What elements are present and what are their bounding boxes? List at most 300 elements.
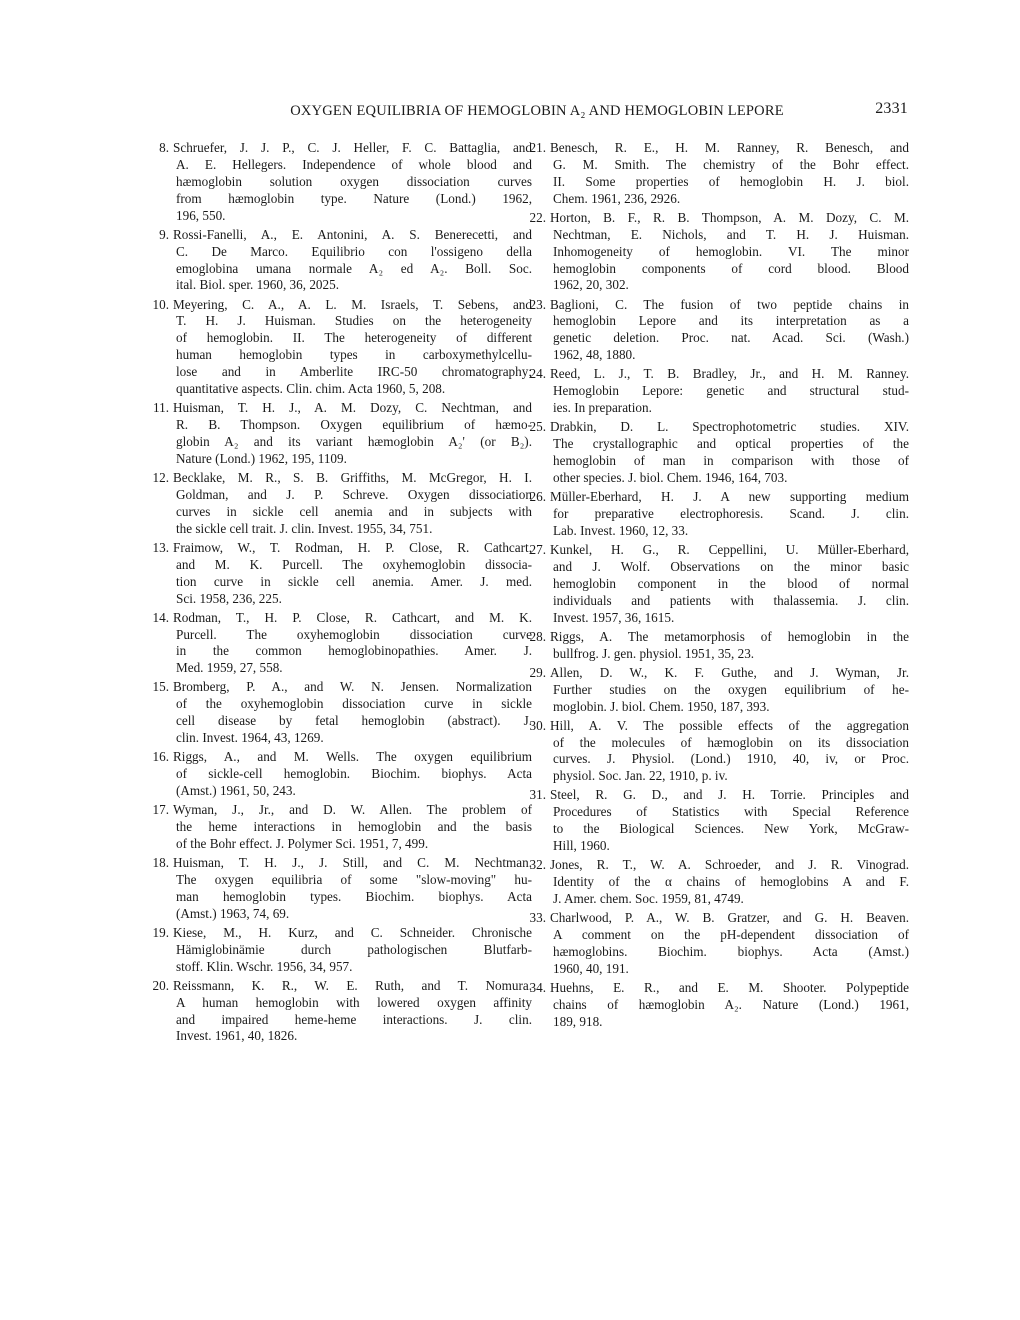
reference-line: [547, 227, 909, 244]
reference-line: [547, 191, 909, 208]
reference-line: [170, 381, 532, 398]
reference-indent: [136, 521, 176, 538]
reference-number: 29.: [529, 664, 546, 680]
reference-line: [529, 489, 909, 506]
reference-indent: [136, 836, 176, 853]
reference-text: R. B. Thompson. Oxygen equilibrium of hæmo-: [176, 417, 532, 433]
reference-line: [170, 1028, 532, 1045]
reference-indent: [136, 643, 176, 660]
reference-entry: [529, 209, 909, 295]
reference-number: 18.: [152, 855, 169, 871]
reference-text: Riggs, A., and M. Wells. The oxygen equilibrium: [173, 749, 532, 765]
reference-text: Allen, D. W., K. F. Guthe, and J. Wyman, Jr.: [550, 664, 909, 680]
reference-entry: [529, 296, 909, 365]
reference-line: [170, 174, 532, 191]
reference-text: The crystallographic and optical properties of the: [553, 436, 909, 452]
reference-line: [529, 419, 909, 436]
reference-line: [547, 157, 909, 174]
reference-line: [152, 296, 532, 314]
reference-text: 1960, 40, 191.: [553, 960, 629, 976]
reference-indent: [513, 735, 553, 752]
reference-line: [170, 574, 532, 591]
reference-entry: [529, 857, 909, 908]
reference-indent: [513, 330, 553, 347]
reference-line: [529, 717, 909, 735]
reference-indent: [136, 995, 176, 1012]
reference-line: [170, 313, 532, 330]
reference-number: 19.: [152, 924, 169, 940]
reference-text: hemoglobin Lepore and its interpretation as a: [553, 313, 909, 329]
reference-line: [547, 174, 909, 191]
reference-text: 1962, 20, 302.: [553, 277, 629, 293]
reference-line: [547, 821, 909, 838]
reference-number: 14.: [152, 609, 169, 625]
reference-text: of the Bohr effect. J. Polymer Sci. 1951, 7, 499.: [176, 835, 429, 851]
reference-indent: [513, 838, 553, 855]
reference-indent: [136, 364, 176, 381]
reference-line: [547, 610, 909, 627]
reference-indent: [513, 961, 553, 978]
reference-text: moglobin. J. biol. Chem. 1950, 187, 393.: [553, 698, 770, 714]
reference-text: Schruefer, J. J. P., C. J. Heller, F. C. Battaglia, and: [173, 140, 532, 155]
reference-text: Wyman, J., Jr., and D. W. Allen. The problem of: [173, 802, 532, 818]
reference-line: [170, 872, 532, 889]
reference-indent: [513, 400, 553, 417]
reference-line: [529, 910, 909, 927]
reference-text: Further studies on the oxygen equilibrium of he-: [553, 681, 909, 697]
reference-indent: [513, 646, 553, 663]
reference-line: [547, 436, 909, 453]
reference-line: [529, 628, 909, 646]
reference-indent: [136, 277, 176, 294]
reference-text: Charlwood, P. A., W. B. Gratzer, and G. H. Beaven.: [550, 910, 909, 926]
reference-indent: [136, 451, 176, 468]
reference-line: [170, 660, 532, 677]
reference-line: [152, 609, 532, 627]
reference-entry: [152, 802, 532, 853]
reference-number: 26.: [529, 489, 546, 505]
reference-entry: [152, 296, 532, 398]
reference-number: 34.: [529, 979, 546, 995]
reference-indent: [513, 682, 553, 699]
reference-text: T. H. J. Huisman. Studies on the heterogeneity: [176, 313, 532, 329]
reference-text: Reissmann, K. R., W. E. Ruth, and T. Nomura.: [173, 977, 532, 993]
reference-indent: [136, 942, 176, 959]
reference-line: [152, 977, 532, 995]
reference-text: hæmoglobins. Biochim. biophys. Acta (Amst.): [553, 943, 909, 959]
reference-entry: [529, 366, 909, 417]
reference-line: [547, 768, 909, 785]
reference-entry: [152, 749, 532, 800]
reference-line: [547, 400, 909, 417]
reference-line: [547, 523, 909, 540]
reference-line: [547, 593, 909, 610]
reference-text: Huehns, E. R., and E. M. Shooter. Polypeptide: [550, 979, 909, 995]
reference-indent: [136, 381, 176, 398]
reference-number: 9.: [159, 226, 169, 242]
reference-line: [529, 664, 909, 682]
reference-text: of the oxyhemoglobin dissociation curve in sickle: [176, 696, 532, 712]
reference-line: [547, 244, 909, 261]
reference-entry: [529, 717, 909, 786]
reference-indent: [513, 227, 553, 244]
reference-entry: [529, 541, 909, 627]
reference-indent: [513, 174, 553, 191]
reference-line: [170, 1012, 532, 1029]
reference-text: Benesch, R. E., H. M. Ranney, R. Benesch, and: [550, 140, 909, 155]
running-title: OXYGEN EQUILIBRIA OF HEMOGLOBIN A₂ AND HEMOGLOBIN LEPORE: [290, 103, 784, 119]
reference-line: [547, 277, 909, 294]
reference-text: A comment on the pH-dependent dissociation of: [553, 927, 909, 943]
reference-line: [547, 576, 909, 593]
reference-indent: [136, 330, 176, 347]
reference-line: [547, 997, 909, 1014]
reference-entry: [529, 979, 909, 1031]
reference-line: [547, 804, 909, 821]
reference-line: [170, 417, 532, 434]
reference-line: [170, 713, 532, 730]
reference-entry: [529, 489, 909, 540]
reference-text: emoglobina umana normale A₂ ed A₂. Boll. Soc.: [176, 260, 532, 276]
reference-indent: [136, 261, 176, 278]
reference-text: II. Some properties of hemoglobin H. J. biol.: [553, 173, 909, 189]
reference-text: (Amst.) 1961, 50, 243.: [176, 783, 296, 799]
reference-text: of sickle-cell hemoglobin. Biochim. biophys. Acta: [176, 766, 532, 782]
reference-entry: [152, 609, 532, 678]
reference-text: lose and in Amberlite IRC-50 chromatography;: [176, 364, 532, 380]
reference-number: 27.: [529, 541, 546, 557]
reference-indent: [136, 574, 176, 591]
reference-entry: [159, 140, 532, 225]
references-right-column: [529, 140, 909, 1033]
reference-text: Hill, A. V. The possible effects of the aggregation: [550, 717, 909, 733]
reference-text: Rossi-Fanelli, A., E. Antonini, A. S. Benerecetti, and: [173, 226, 532, 242]
reference-text: Kiese, M., H. Kurz, and C. Schneider. Chronische: [173, 924, 532, 940]
page-number: 2331: [875, 100, 908, 117]
reference-text: chains of hæmoglobin A₂. Nature (Lond.) 1961,: [553, 996, 909, 1012]
reference-text: from hæmoglobin type. Nature (Lond.) 1962,: [176, 190, 532, 206]
reference-indent: [136, 504, 176, 521]
reference-line: [170, 261, 532, 278]
reference-number: 23.: [529, 296, 546, 312]
reference-indent: [513, 610, 553, 627]
reference-text: hemoglobin components of cord blood. Blood: [553, 260, 909, 276]
reference-entry: [152, 977, 532, 1046]
reference-entry: [152, 679, 532, 747]
reference-indent: [513, 874, 553, 891]
reference-entry: [529, 664, 909, 716]
reference-line: [159, 140, 532, 157]
reference-indent: [136, 660, 176, 677]
reference-text: Riggs, A. The metamorphosis of hemoglobin in the: [550, 628, 909, 644]
reference-line: [170, 591, 532, 608]
reference-line: [159, 226, 532, 244]
reference-indent: [136, 313, 176, 330]
reference-text: 1962, 48, 1880.: [553, 347, 636, 363]
reference-indent: [513, 383, 553, 400]
reference-number: 8.: [159, 140, 169, 155]
reference-line: [152, 469, 532, 487]
reference-indent: [513, 593, 553, 610]
reference-indent: [136, 417, 176, 434]
reference-text: hæmoglobin solution oxygen dissociation curves: [176, 173, 532, 189]
reference-indent: [513, 768, 553, 785]
reference-number: 28.: [529, 628, 546, 644]
reference-indent: [136, 1012, 176, 1029]
reference-text: Meyering, C. A., A. L. M. Israels, T. Sebens, and: [173, 296, 532, 312]
reference-indent: [136, 347, 176, 364]
reference-text: quantitative aspects. Clin. chim. Acta 1960, 5, 208.: [176, 381, 446, 397]
reference-line: [547, 261, 909, 278]
reference-line: [547, 682, 909, 699]
reference-line: [170, 959, 532, 976]
reference-text: Jones, R. T., W. A. Schroeder, and J. R. Vinograd.: [550, 857, 909, 873]
reference-number: 24.: [529, 366, 546, 382]
reference-text: in the common hemoglobinopathies. Amer. J.: [176, 643, 532, 659]
reference-line: [170, 643, 532, 660]
reference-line: [547, 891, 909, 908]
reference-number: 22.: [529, 209, 546, 225]
reference-indent: [513, 699, 553, 716]
reference-line: [170, 364, 532, 381]
reference-indent: [136, 730, 176, 747]
reference-indent: [513, 1014, 553, 1031]
reference-line: [170, 330, 532, 347]
reference-line: [547, 313, 909, 330]
reference-text: Lab. Invest. 1960, 12, 33.: [553, 522, 689, 538]
reference-text: bullfrog. J. gen. physiol. 1951, 35, 23.: [553, 645, 755, 661]
reference-indent: [513, 576, 553, 593]
reference-line: [547, 751, 909, 768]
reference-text: Med. 1959, 27, 558.: [176, 660, 283, 676]
reference-line: [170, 277, 532, 294]
reference-line: [170, 347, 532, 364]
reference-text: hemoglobin of man in comparison with those of: [553, 453, 909, 469]
reference-indent: [136, 627, 176, 644]
reference-line: [547, 506, 909, 523]
reference-number: 13.: [152, 539, 169, 555]
reference-text: Invest. 1957, 36, 1615.: [553, 609, 675, 625]
reference-indent: [136, 872, 176, 889]
reference-indent: [136, 487, 176, 504]
reference-text: 189, 918.: [553, 1013, 603, 1029]
reference-number: 31.: [529, 787, 546, 803]
reference-text: hemoglobin component in the blood of normal: [553, 575, 909, 591]
reference-line: [152, 749, 532, 766]
reference-text: tion curve in sickle cell anemia. Amer. J. med.: [176, 573, 532, 589]
reference-text: Baglioni, C. The fusion of two peptide chains in: [550, 296, 909, 312]
reference-text: Müller-Eberhard, H. J. A new supporting medium: [550, 489, 909, 505]
reference-number: 30.: [529, 717, 546, 733]
reference-text: (Amst.) 1963, 74, 69.: [176, 905, 290, 921]
reference-text: Procedures of Statistics with Special Reference: [553, 804, 909, 820]
reference-line: [529, 979, 909, 997]
reference-indent: [513, 470, 553, 487]
reference-line: [547, 470, 909, 487]
reference-line: [529, 857, 909, 874]
reference-text: man hemoglobin types. Biochim. biophys. Acta: [176, 888, 532, 904]
reference-line: [170, 521, 532, 538]
reference-line: [547, 453, 909, 470]
reference-line: [547, 559, 909, 576]
reference-line: [170, 627, 532, 644]
reference-indent: [136, 174, 176, 191]
reference-indent: [136, 208, 176, 225]
reference-text: Bromberg, P. A., and W. N. Jensen. Normalization: [173, 679, 532, 695]
reference-indent: [136, 191, 176, 208]
reference-indent: [513, 523, 553, 540]
reference-line: [529, 296, 909, 314]
reference-text: to the Biological Sciences. New York, McGraw-: [553, 821, 909, 837]
reference-text: Goldman, and J. P. Schreve. Oxygen dissociation: [176, 486, 532, 502]
reference-line: [547, 735, 909, 752]
reference-text: Kunkel, H. G., R. Ceppellini, U. Müller-Eberhard,: [550, 541, 909, 557]
reference-text: Horton, B. F., R. B. Thompson, A. M. Dozy, C. M.: [550, 209, 909, 225]
reference-indent: [513, 559, 553, 576]
reference-line: [547, 838, 909, 855]
reference-line: [152, 855, 532, 872]
reference-number: 10.: [152, 296, 169, 312]
reference-indent: [136, 1028, 176, 1045]
reference-line: [170, 766, 532, 783]
reference-entry: [153, 400, 532, 468]
reference-text: of the molecules of hæmoglobin on its dissociation: [553, 734, 909, 750]
reference-line: [170, 995, 532, 1012]
reference-text: Becklake, M. R., S. B. Griffiths, M. McGregor, H. I.: [173, 469, 532, 485]
reference-text: Reed, L. J., T. B. Bradley, Jr., and H. M. Ranney.: [550, 366, 909, 382]
reference-entry: [529, 419, 909, 487]
reference-text: globin A₂ and its variant hæmoglobin A₂' (or B₂).: [176, 433, 532, 449]
reference-entry: [529, 910, 909, 978]
reference-text: C. De Marco. Equilibrio con l'ossigeno della: [176, 243, 532, 259]
reference-indent: [136, 783, 176, 800]
reference-line: [152, 802, 532, 819]
reference-text: and impaired heme-heme interactions. J. clin.: [176, 1011, 532, 1027]
reference-entry: [152, 469, 532, 538]
reference-indent: [513, 804, 553, 821]
reference-text: human hemoglobin types in carboxymethylcellu-: [176, 347, 532, 363]
reference-entry: [152, 924, 532, 976]
reference-indent: [513, 751, 553, 768]
reference-line: [547, 874, 909, 891]
reference-number: 20.: [152, 977, 169, 993]
reference-line: [170, 696, 532, 713]
reference-indent: [136, 157, 176, 174]
reference-text: for preparative electrophoresis. Scand. J. clin.: [553, 505, 909, 521]
reference-indent: [513, 927, 553, 944]
reference-number: 15.: [152, 679, 169, 695]
reference-line: [170, 783, 532, 800]
reference-line: [529, 366, 909, 383]
reference-indent: [136, 696, 176, 713]
reference-number: 21.: [529, 140, 546, 155]
reference-indent: [513, 997, 553, 1014]
reference-text: A human hemoglobin with lowered oxygen affinity: [176, 994, 532, 1010]
reference-line: [152, 679, 532, 696]
reference-line: [170, 504, 532, 521]
reference-indent: [513, 244, 553, 261]
reference-line: [153, 400, 532, 417]
reference-entry: [529, 140, 909, 208]
reference-line: [547, 1014, 909, 1031]
reference-number: 17.: [152, 802, 169, 818]
reference-line: [170, 557, 532, 574]
reference-text: the heme interactions in hemoglobin and the basis: [176, 819, 532, 835]
reference-text: Fraimow, W., T. Rodman, H. P. Close, R. Cathcart,: [173, 539, 532, 555]
reference-indent: [136, 906, 176, 923]
reference-text: 196, 550.: [176, 207, 226, 223]
reference-line: [170, 819, 532, 836]
reference-text: stoff. Klin. Wschr. 1956, 34, 957.: [176, 958, 353, 974]
reference-line: [170, 730, 532, 747]
reference-line: [170, 889, 532, 906]
reference-line: [170, 191, 532, 208]
reference-entry: [152, 539, 532, 608]
reference-number: 16.: [152, 749, 169, 765]
reference-text: G. M. Smith. The chemistry of the Bohr effect.: [553, 156, 909, 172]
reference-indent: [136, 713, 176, 730]
reference-line: [529, 787, 909, 804]
reference-text: of hemoglobin. II. The heterogeneity of different: [176, 330, 532, 346]
reference-number: 25.: [529, 419, 546, 435]
reference-indent: [513, 261, 553, 278]
reference-indent: [513, 506, 553, 523]
reference-line: [547, 347, 909, 364]
reference-text: Rodman, T., H. P. Close, R. Cathcart, and M. K.: [173, 609, 532, 625]
reference-line: [547, 330, 909, 347]
reference-text: genetic deletion. Proc. nat. Acad. Sci. (Wash.): [553, 330, 909, 346]
reference-line: [170, 451, 532, 468]
reference-text: Drabkin, D. L. Spectrophotometric studies. XIV.: [550, 419, 909, 435]
reference-text: curves in sickle cell anemia and in subjects with: [176, 503, 532, 519]
reference-text: the sickle cell trait. J. clin. Invest. 1955, 34, 751.: [176, 520, 433, 536]
reference-text: Invest. 1961, 40, 1826.: [176, 1028, 298, 1044]
reference-text: Inhomogeneity of hemoglobin. VI. The minor: [553, 243, 909, 259]
reference-text: Chem. 1961, 236, 2926.: [553, 190, 681, 206]
reference-text: ies. In preparation.: [553, 400, 652, 416]
reference-entry: [529, 787, 909, 855]
reference-text: and M. K. Purcell. The oxyhemoglobin dissocia-: [176, 556, 532, 572]
reference-text: Steel, R. G. D., and J. H. Torrie. Principles and: [550, 787, 909, 803]
reference-indent: [513, 944, 553, 961]
reference-line: [547, 383, 909, 400]
reference-line: [547, 944, 909, 961]
reference-text: Hemoglobin Lepore: genetic and structural stud-: [553, 383, 909, 399]
reference-number: 12.: [152, 469, 169, 485]
reference-line: [547, 961, 909, 978]
reference-text: other species. J. biol. Chem. 1946, 164, 703.: [553, 469, 788, 485]
reference-line: [152, 539, 532, 557]
reference-entry: [159, 226, 532, 295]
reference-indent: [513, 821, 553, 838]
reference-text: J. Amer. chem. Soc. 1959, 81, 4749.: [553, 891, 744, 907]
reference-line: [547, 646, 909, 663]
reference-indent: [513, 347, 553, 364]
page-header: [166, 100, 908, 124]
reference-text: A. E. Hellegers. Independence of whole blood and: [176, 156, 532, 172]
reference-text: curves. J. Physiol. (Lond.) 1910, 40, iv, or Proc.: [553, 751, 909, 767]
reference-indent: [513, 891, 553, 908]
reference-text: and J. Wolf. Observations on the minor basic: [553, 558, 909, 574]
reference-indent: [513, 436, 553, 453]
reference-line: [170, 208, 532, 225]
reference-line: [170, 244, 532, 261]
reference-text: Nature (Lond.) 1962, 195, 1109.: [176, 450, 347, 466]
reference-indent: [513, 157, 553, 174]
reference-indent: [136, 591, 176, 608]
reference-line: [170, 157, 532, 174]
reference-line: [529, 541, 909, 559]
